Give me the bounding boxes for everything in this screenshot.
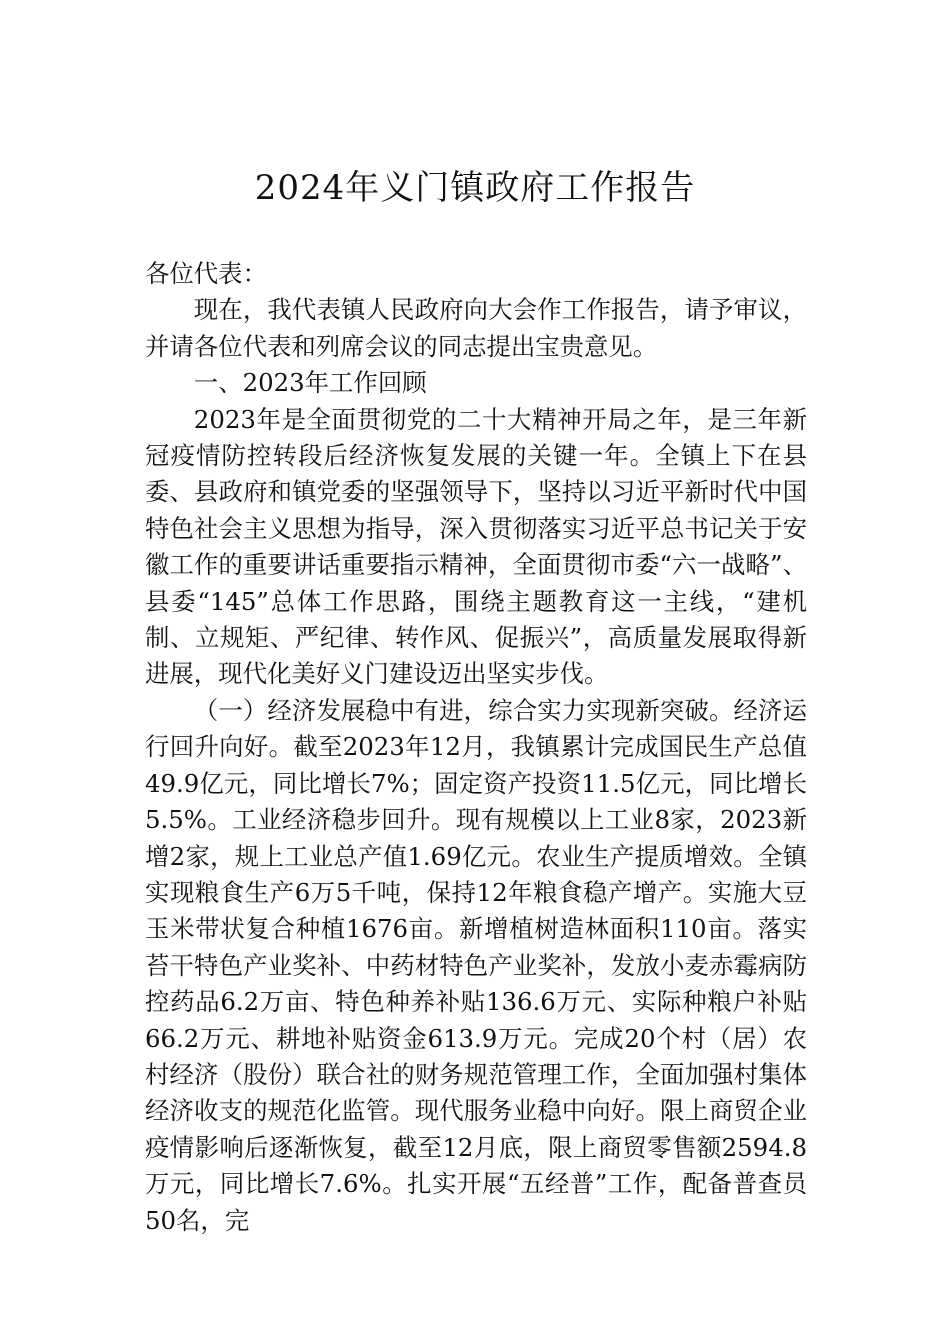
opening-paragraph: 现在，我代表镇人民政府向大会作工作报告，请予审议，并请各位代表和列席会议的同志提出宝贵意见。	[145, 295, 807, 361]
document-title: 2024年义门镇政府工作报告	[254, 168, 696, 208]
economy-paragraph: （一）经济发展稳中有进，综合实力实现新突破。经济运行回升向好。截至2023年12月，我镇累计完成国民生产总值49.9亿元，同比增长7%；固定资产投资11.5亿元，同比增长5.5%。工业经济稳步回升。现有规模以上工业8家，2023新增2家，规上工业总产值1.69亿元。农业生产提质增效。全镇实现粮食生产6万5千吨，保持12年粮食稳产增产。实施大豆玉米带状复合种植1676亩。新增植树造林面积110亩。落实苔干特色产业奖补、中药材特色产业奖补，发放小麦赤霉病防控药品6.2万亩、特色种养补贴136.6万元、实际种粮户补贴66.2万元、耕地补贴资金613.9万元。完成20个村（居）农村经济（股份）联合社的财务规范管理工作，全面加强村集体经济收支的规范化监管。现代服务业稳中向好。限上商贸企业疫情影响后逐渐恢复，截至12月底，限上商贸零售额2594.8万元，同比增长7.6%。扎实开展“五经普”工作，配备普查员50名，完	[145, 695, 807, 1235]
review-paragraph: 2023年是全面贯彻党的二十大精神开局之年，是三年新冠疫情防控转段后经济恢复发展的关键一年。全镇上下在县委、县政府和镇党委的坚强领导下，坚持以习近平新时代中国特色社会主义思想为指导，深入贯彻落实习近平总书记关于安徽工作的重要讲话重要指示精神，全面贯彻市委“六一战略”、县委“145”总体工作思路，围绕主题教育这一主线，“建机制、立规矩、严纪律、转作风、促振兴”，高质量发展取得新进展，现代化美好义门建设迈出坚实步伐。	[145, 404, 807, 689]
salutation: 各位代表：	[145, 259, 267, 288]
section-heading: 一、2023年工作回顾	[193, 368, 427, 398]
document-body	[145, 256, 807, 1239]
